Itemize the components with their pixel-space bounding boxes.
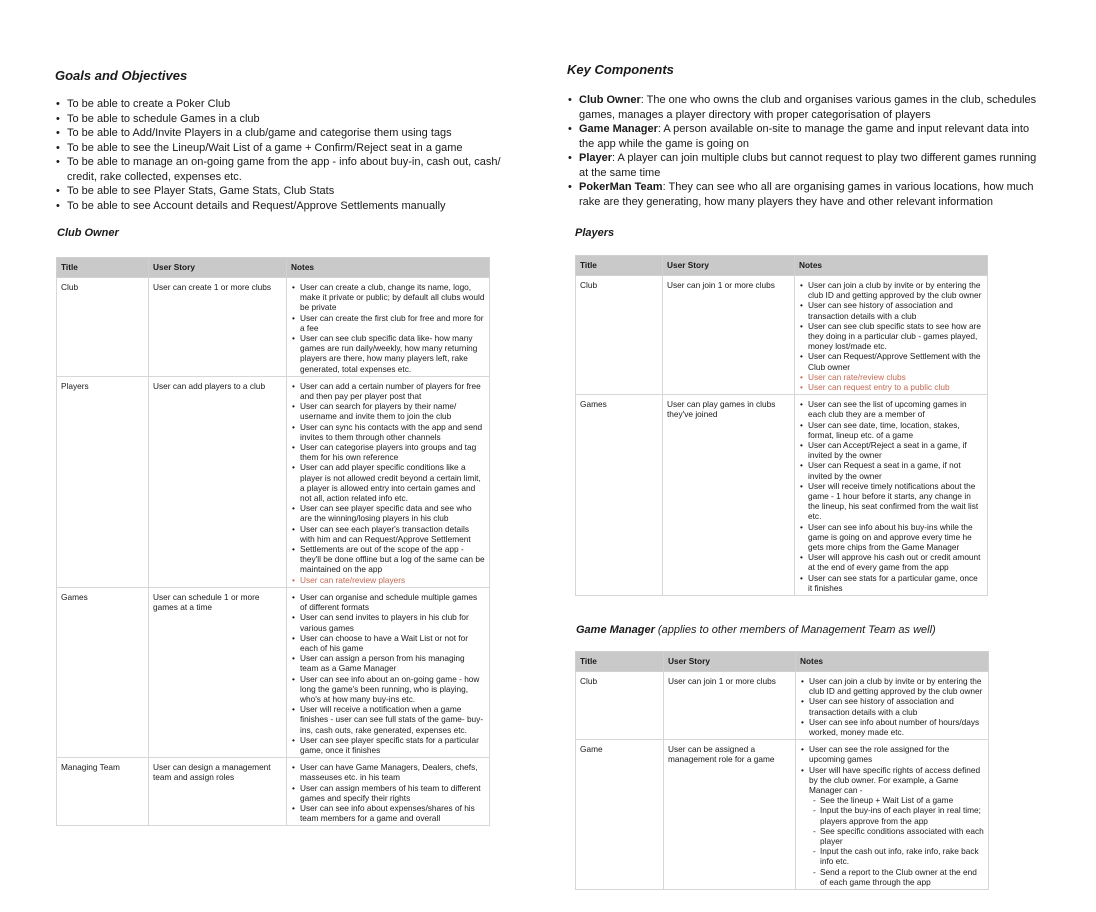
row-notes xyxy=(795,276,988,395)
row-notes xyxy=(287,587,490,757)
column-header-title: Title xyxy=(57,258,149,278)
table-row xyxy=(57,758,490,826)
game-manager-table xyxy=(575,651,989,890)
note-subitem: - Input the cash out info, rake info, rake back info etc. xyxy=(800,846,984,866)
row-story: User can create 1 or more clubs xyxy=(149,278,287,377)
note-item: • User can Accept/Reject a seat in a game, if invited by the owner xyxy=(799,440,983,460)
note-subitem: - See specific conditions associated with each player xyxy=(800,826,984,846)
note-subitem: - See the lineup + Wait List of a game xyxy=(800,795,984,805)
note-item: • User can create a club, change its name, logo, make it private or public; by default all clubs would be private xyxy=(291,282,485,313)
row-notes xyxy=(796,740,989,890)
note-item: • User will have specific rights of access defined by the club owner. For example, a Game Manager can - xyxy=(800,765,984,796)
note-item: • User can join a club by invite or by entering the club ID and getting approved by the club owner xyxy=(800,676,984,696)
table-row xyxy=(576,672,989,740)
row-notes xyxy=(287,758,490,826)
note-item: • User can see info about number of hours/days worked, money made etc. xyxy=(800,717,984,737)
note-item: • User will approve his cash out or credit amount at the end of every game from the app xyxy=(799,552,983,572)
note-item: • User can see history of association and transaction details with a club xyxy=(799,300,983,320)
column-header-notes: Notes xyxy=(796,652,989,672)
note-item: • User can search for players by their name/ username and invite them to join the club xyxy=(291,401,485,421)
goals-list xyxy=(56,97,511,213)
note-item: • User can see stats for a particular game, once it finishes xyxy=(799,573,983,593)
note-item: • User can add a certain number of players for free and then pay per player post that xyxy=(291,381,485,401)
table-row xyxy=(576,740,989,890)
note-item: • User can see each player's transaction details with him and can Request/Approve Settlement xyxy=(291,524,485,544)
row-story: User can design a management team and assign roles xyxy=(149,758,287,826)
note-item: • User will receive timely notifications about the game - 1 hour before it starts, any change in the lineup, his seat confirmed from the wait list etc. xyxy=(799,481,983,522)
row-story: User can play games in clubs they've joined xyxy=(663,395,795,596)
list-item: • To be able to Add/Invite Players in a club/game and categorise them using tags xyxy=(56,126,511,141)
note-item: • Settlements are out of the scope of the app - they'll be done offline but a log of the same can be maintained on the app xyxy=(291,544,485,575)
row-story: User can join 1 or more clubs xyxy=(663,276,795,395)
component-term: PokerMan Team xyxy=(579,181,663,193)
key-components-heading: Key Components xyxy=(567,62,674,77)
note-item: • User can see player specific stats for a particular game, once it finishes xyxy=(291,735,485,755)
column-header-notes: Notes xyxy=(795,256,988,276)
row-title: Club xyxy=(57,278,149,377)
row-story: User can be assigned a management role for a game xyxy=(664,740,796,890)
note-item: • User will receive a notification when a game finishes - user can see full stats of the game- buy-ins, cash outs, rake generated, expenses etc. xyxy=(291,704,485,735)
column-header-title: Title xyxy=(576,256,663,276)
game-manager-title: Game Manager xyxy=(576,624,655,636)
note-item: • User can choose to have a Wait List or not for each of his game xyxy=(291,633,485,653)
list-item: • To be able to see the Lineup/Wait List of a game + Confirm/Reject seat in a game xyxy=(56,141,511,156)
note-item: • User can see info about expenses/shares of his team members for a game and overall xyxy=(291,803,485,823)
list-item: • To be able to manage an on-going game from the app - info about buy-in, cash out, cash/ credit, rake collected, expenses etc. xyxy=(56,155,511,184)
note-item: • User can see info about his buy-ins while the game is going on and approve every time he gets more chips from the Game Manager xyxy=(799,522,983,553)
row-title: Games xyxy=(576,395,663,596)
row-story: User can schedule 1 or more games at a time xyxy=(149,587,287,757)
club-owner-table xyxy=(56,257,490,826)
row-title: Game xyxy=(576,740,664,890)
row-notes xyxy=(796,672,989,740)
column-header-title: Title xyxy=(576,652,664,672)
column-header-story: User Story xyxy=(663,256,795,276)
game-manager-subtitle: (applies to other members of Management Team as well) xyxy=(654,624,936,636)
game-manager-heading xyxy=(576,624,936,636)
note-item-future: • User can rate/review players xyxy=(291,575,485,585)
row-title: Players xyxy=(57,376,149,587)
note-item-future: • User can rate/review clubs xyxy=(799,372,983,382)
note-item: • User can have Game Managers, Dealers, chefs, masseuses etc. in his team xyxy=(291,762,485,782)
column-header-story: User Story xyxy=(664,652,796,672)
club-owner-heading: Club Owner xyxy=(57,227,119,239)
table-row xyxy=(576,395,988,596)
goals-heading: Goals and Objectives xyxy=(55,68,188,83)
table-row xyxy=(576,276,988,395)
note-item: • User can assign members of his team to different games and specify their rights xyxy=(291,783,485,803)
table-row xyxy=(57,376,490,587)
players-heading: Players xyxy=(575,227,615,239)
table-header-row xyxy=(57,258,490,278)
note-subitem: - Send a report to the Club owner at the end of each game through the app xyxy=(800,867,984,887)
table-header-row xyxy=(576,256,988,276)
note-item: • User can join a club by invite or by entering the club ID and getting approved by the club owner xyxy=(799,280,983,300)
component-term: Player xyxy=(579,152,613,164)
note-item: • User can see the role assigned for the upcoming games xyxy=(800,744,984,764)
table-header-row xyxy=(576,652,989,672)
players-table xyxy=(575,255,988,596)
note-item: • User can send invites to players in his club for various games xyxy=(291,612,485,632)
table-row xyxy=(57,278,490,377)
component-desc: : A person available on-site to manage the game and input relevant data into the app while the game is going on xyxy=(579,123,1030,150)
list-item: • To be able to see Account details and Request/Approve Settlements manually xyxy=(56,199,511,214)
list-item xyxy=(568,151,1038,180)
note-item: • User can sync his contacts with the app and send invites to them through other channels xyxy=(291,422,485,442)
component-desc: : They can see who all are organising games in various locations, how much rake are they generating, how many players they have and other relevant information xyxy=(579,181,1034,208)
note-item-future: • User can request entry to a public club xyxy=(799,382,983,392)
component-desc: : A player can join multiple clubs but cannot request to play two different games running at the same time xyxy=(579,152,1037,179)
note-item: • User can see info about an on-going game - how long the game's been running, who is playing, who's at how many buy-ins etc. xyxy=(291,674,485,705)
note-item: • User can Request/Approve Settlement with the Club owner xyxy=(799,351,983,371)
note-item: • User can see club specific stats to see how are they doing in a particular club - games played, money lost/made etc. xyxy=(799,321,983,352)
note-item: • User can see the list of upcoming games in each club they are a member of xyxy=(799,399,983,419)
row-notes xyxy=(287,376,490,587)
row-title: Club xyxy=(576,672,664,740)
row-story: User can join 1 or more clubs xyxy=(664,672,796,740)
note-item: • User can add player specific conditions like a player is not allowed credit beyond a certain limit, a player is allowed entry into certain games and not all, action related info etc. xyxy=(291,462,485,503)
note-item: • User can see date, time, location, stakes, format, lineup etc. of a game xyxy=(799,420,983,440)
key-components-list xyxy=(568,93,1038,209)
note-item: • User can categorise players into groups and tag them for his own reference xyxy=(291,442,485,462)
note-item: • User can Request a seat in a game, if not invited by the owner xyxy=(799,460,983,480)
row-title: Games xyxy=(57,587,149,757)
list-item: • To be able to schedule Games in a club xyxy=(56,112,511,127)
row-story: User can add players to a club xyxy=(149,376,287,587)
note-item: • User can see player specific data and see who are the winning/losing players in his club xyxy=(291,503,485,523)
row-notes xyxy=(287,278,490,377)
note-item: • User can see history of association and transaction details with a club xyxy=(800,696,984,716)
component-desc: : The one who owns the club and organises various games in the club, schedules games, manages a player directory with proper categorisation of players xyxy=(579,94,1037,121)
note-subitem: - Input the buy-ins of each player in real time; players approve from the app xyxy=(800,805,984,825)
list-item: • To be able to see Player Stats, Game Stats, Club Stats xyxy=(56,184,511,199)
note-item: • User can organise and schedule multiple games of different formats xyxy=(291,592,485,612)
table-row xyxy=(57,587,490,757)
list-item xyxy=(568,93,1038,122)
list-item xyxy=(568,180,1038,209)
note-item: • User can create the first club for free and more for a fee xyxy=(291,313,485,333)
row-title: Club xyxy=(576,276,663,395)
list-item xyxy=(568,122,1038,151)
component-term: Game Manager xyxy=(579,123,658,135)
note-item: • User can assign a person from his managing team as a Game Manager xyxy=(291,653,485,673)
row-title: Managing Team xyxy=(57,758,149,826)
component-term: Club Owner xyxy=(579,94,641,106)
note-item: • User can see club specific data like- how many games are run daily/weekly, how many returning players are there, how many players left, rake generated, total expenses etc. xyxy=(291,333,485,374)
column-header-notes: Notes xyxy=(287,258,490,278)
column-header-story: User Story xyxy=(149,258,287,278)
list-item: • To be able to create a Poker Club xyxy=(56,97,511,112)
row-notes xyxy=(795,395,988,596)
